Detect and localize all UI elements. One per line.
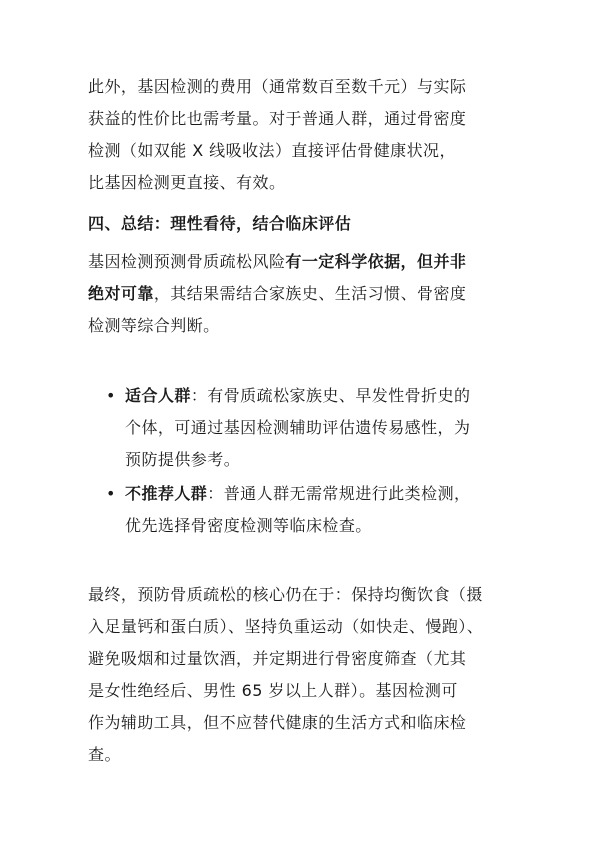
bullet-line: 优先选择骨密度检测等临床检查。 bbox=[125, 516, 372, 535]
summary-text-2: ，其结果需结合家族史、生活习惯、骨密度 bbox=[153, 284, 467, 303]
summary-line-1 bbox=[88, 251, 466, 273]
summary-text: 基因检测预测骨质疏松风险 bbox=[88, 252, 286, 271]
summary-emphasis: 有一定科学依据，但并非 bbox=[285, 252, 467, 271]
summary-emphasis-2: 绝对可靠 bbox=[88, 284, 154, 303]
bullet-text: ：普通人群无需常规进行此类检测， bbox=[207, 484, 471, 503]
bullet-marker: • bbox=[106, 484, 116, 503]
intro-line-1: 此外，基因检测的费用（通常数百至数千元）与实际 bbox=[88, 77, 467, 96]
closing-line-2: 入足量钙和蛋白质）、坚持负重运动（如快走、慢跑）、 bbox=[88, 617, 484, 636]
section-heading: 四、总结：理性看待，结合临床评估 bbox=[88, 214, 352, 233]
list-item bbox=[125, 385, 470, 407]
bullet-line: 预防提供参考。 bbox=[125, 450, 241, 469]
summary-line-3: 检测等综合判断。 bbox=[88, 316, 220, 335]
closing-line-3: 避免吸烟和过量饮酒，并定期进行骨密度筛查（尤其 bbox=[88, 649, 467, 668]
list-item bbox=[125, 483, 470, 505]
intro-line-4: 比基因检测更直接、有效。 bbox=[88, 173, 286, 192]
closing-line-6: 查。 bbox=[88, 745, 121, 764]
intro-line-2: 获益的性价比也需考量。对于普通人群，通过骨密度 bbox=[88, 109, 467, 128]
closing-line-5: 作为辅助工具，但不应替代健康的生活方式和临床检 bbox=[88, 713, 467, 732]
bullet-label: 适合人群 bbox=[125, 386, 191, 405]
closing-line-4: 是女性绝经后、男性 65 岁以上人群）。基因检测可 bbox=[88, 681, 458, 700]
bullet-text: ：有骨质疏松家族史、早发性骨折史的 bbox=[190, 386, 471, 405]
intro-line-3: 检测（如双能 X 线吸收法）直接评估骨健康状况， bbox=[88, 141, 456, 160]
bullet-line: 个体，可通过基因检测辅助评估遗传易感性，为 bbox=[125, 418, 471, 437]
closing-line-1: 最终，预防骨质疏松的核心仍在于：保持均衡饮食（摄 bbox=[88, 585, 483, 604]
summary-line-2 bbox=[88, 283, 466, 305]
bullet-label: 不推荐人群 bbox=[125, 484, 208, 503]
bullet-marker: • bbox=[106, 386, 116, 405]
